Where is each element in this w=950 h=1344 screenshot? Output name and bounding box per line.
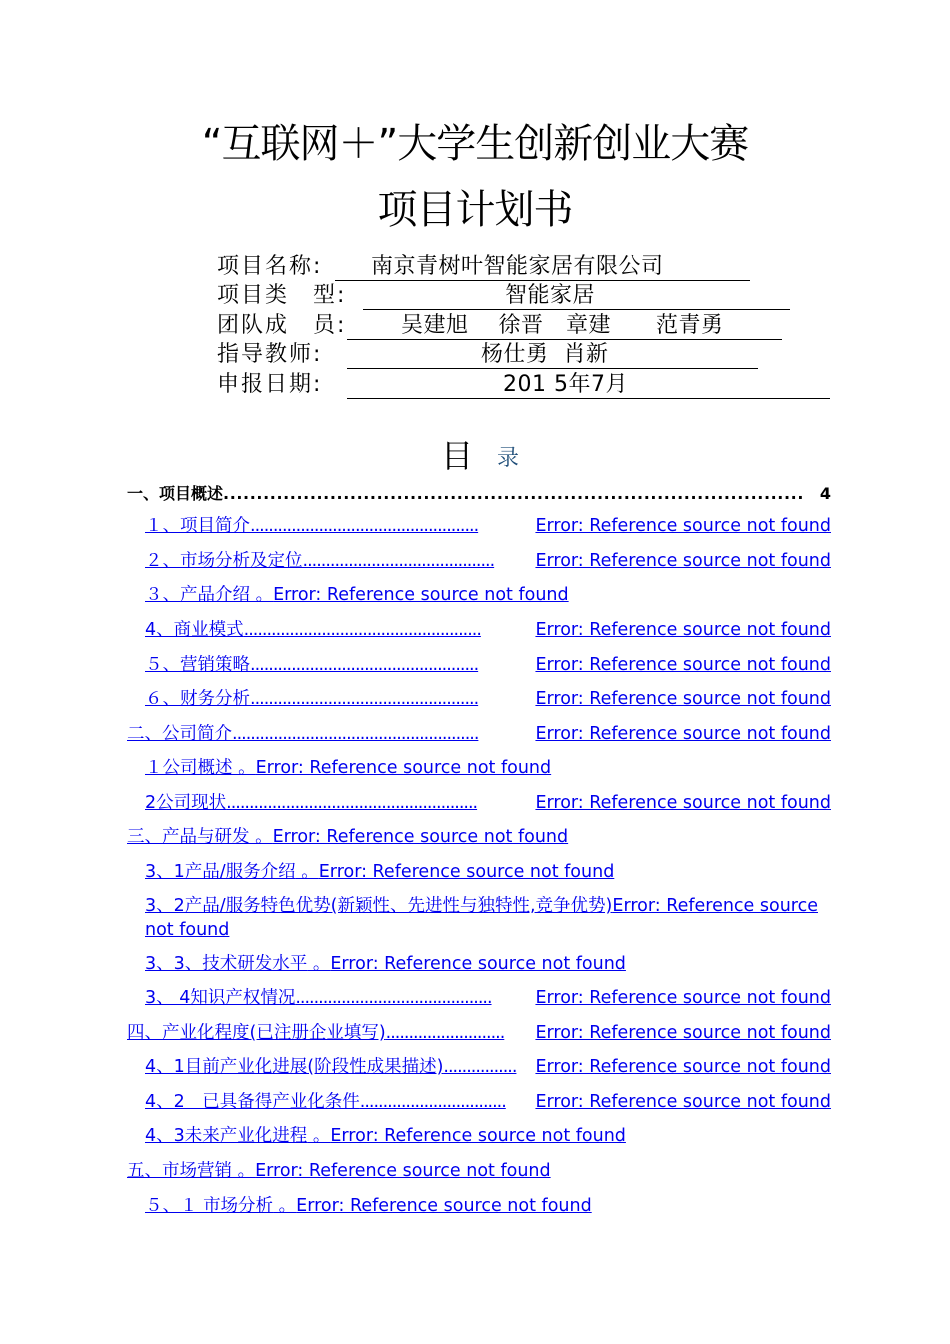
toc-entry-text: 二、公司简介 [127,724,232,744]
toc-entry-1-2[interactable]: ２、市场分析及定位.......................................... Error: Reference source not found [145,551,831,571]
toc-page-number: 4 [819,484,831,503]
toc-entry-text: 3、1产品/服务介绍 [145,862,296,882]
toc-error-text: Error: Reference source not found [255,1161,551,1181]
toc-entry-text: 4、1目前产业化进展(阶段性成果描述) [145,1057,444,1077]
toc-entry-text: 五、市场营销 [127,1161,232,1181]
project-type-value: 智能家居 [363,282,790,310]
toc-entry-text: ２、市场分析及定位 [145,551,303,571]
toc-error-text: Error: Reference source not found [535,988,831,1008]
toc-entry-3[interactable]: 三、产品与研发 。Error: Reference source not found [127,827,569,847]
toc-entry-text: 一、项目概述 [127,484,224,503]
toc-entry-text: ３、产品介绍 [145,585,250,605]
toc-heading-mu: 目 [441,437,474,475]
toc-entry-1-4[interactable]: 4、商业模式.................................................... Error: Reference source not found [145,620,831,640]
toc-error-text: Error: Reference source not found [535,516,831,536]
teacher-label: 指导教师: [217,342,323,367]
info-row-project-name [217,253,664,281]
project-name-label: 项目名称: [217,254,323,279]
toc-entry-text: １、项目简介 [145,516,250,536]
toc-heading [441,436,519,476]
project-type-label: 项目类 型: [217,283,347,308]
toc-error-text: Error: Reference source not found [296,1196,592,1216]
toc-entry-text: 四、产业化程度(已注册企业填写) [127,1023,386,1043]
toc-entry-3-1[interactable]: 3、1产品/服务介绍 。Error: Reference source not found [145,862,615,882]
toc-error-text: Error: Reference source not found [273,585,569,605]
toc-error-text: Error: Reference source not found [535,620,831,640]
toc-error-text: Error: Reference source not found [330,1126,626,1146]
toc-entry-2[interactable]: 二、公司简介...................................................... Error: Reference source not found [127,724,831,744]
toc-entry-1-1[interactable]: １、项目简介.................................................. Error: Reference source not found [145,516,831,536]
toc-error-text: Error: Reference source not found [330,954,626,974]
toc-entry-5[interactable]: 五、市场营销 。Error: Reference source not found [127,1161,551,1181]
toc-error-text: Error: Reference source not found [535,655,831,675]
toc-entry-1-6[interactable]: ６、财务分析.................................................. Error: Reference source not found [145,689,831,709]
toc-entry-text: 三、产品与研发 [127,827,250,847]
toc-error-text: Error: Reference source not found [535,724,831,744]
toc-entry-text: 4、商业模式 [145,620,244,640]
info-row-team [217,312,724,340]
toc-error-text: Error: Reference source not found [535,1023,831,1043]
toc-entry-3-3[interactable]: 3、3、技术研发水平 。Error: Reference source not found [145,954,626,974]
toc-error-text: Error: Reference source not found [318,862,615,882]
toc-entry-text: 3、3、技术研发水平 [145,954,308,974]
toc-error-text: Error: Reference source not found [255,758,552,778]
date-label: 申报日期: [217,372,323,397]
toc-entry-text: 4、3未来产业化进程 [145,1126,308,1146]
document-title: “互联网＋”大学生创新创业大赛 [201,121,749,167]
toc-entry-text: 2公司现状 [145,793,227,813]
toc-entry-text: 4、2 已具备得产业化条件 [145,1092,360,1112]
project-name-value: 南京青树叶智能家居有限公司 [335,253,750,281]
date-value: 201 5年7月 [347,371,830,399]
toc-entry-3-2[interactable] [145,895,831,917]
toc-error-text-part2: not found [145,920,230,940]
toc-entry-4-2[interactable]: 4、2 已具备得产业化条件................................ Error: Reference source not found [145,1092,831,1112]
toc-error-text: Error: Reference source not found [535,1092,831,1112]
document-subtitle: 项目计划书 [377,187,573,233]
toc-error-text: Error: Reference source not found [535,551,831,571]
toc-heading-lu: 录 [497,446,520,471]
toc-entry-text: 3、2产品/服务特色优势(新颖性、先进性与独特性,竞争优势) [145,896,613,916]
toc-entry-1-3[interactable]: ３、产品介绍 。Error: Reference source not found [145,585,569,605]
toc-entry-text: ５、１ 市场分析 [145,1196,274,1216]
teacher-value: 杨仕勇 肖新 [347,341,758,369]
team-label: 团队成 员: [217,313,347,338]
toc-entry-3-2-continued[interactable] [145,919,229,941]
toc-entry-1-5[interactable]: ５、营销策略.................................................. Error: Reference source not found [145,655,831,675]
toc-entry-text: 3、 4知识产权情况 [145,988,296,1008]
info-row-project-type [217,282,596,310]
toc-error-text: Error: Reference source not found [272,827,569,847]
toc-entry-4-1[interactable]: 4、1目前产业化进展(阶段性成果描述)................ Error: Reference source not found [145,1057,831,1077]
toc-entry-1[interactable]: 一、项目概述....................................................................................... 4 [127,484,831,503]
toc-error-text: Error: Reference source not found [535,793,831,813]
toc-entry-text: ５、营销策略 [145,655,250,675]
info-row-teacher [217,341,609,369]
toc-error-text: Error: Reference source not found [535,689,831,709]
team-value: 吴建旭 徐晋 章建 范青勇 [347,312,782,340]
toc-entry-5-1[interactable]: ５、１ 市场分析 。Error: Reference source not found [145,1196,592,1216]
toc-entry-4[interactable]: 四、产业化程度(已注册企业填写).......................... Error: Reference source not found [127,1023,831,1043]
toc-error-text: Error: Reference source not found [535,1057,831,1077]
toc-entry-4-3[interactable]: 4、3未来产业化进程 。Error: Reference source not found [145,1126,626,1146]
toc-entry-2-2[interactable]: 2公司现状....................................................... Error: Reference source not found [145,793,831,813]
toc-entry-text: ６、财务分析 [145,689,250,709]
toc-entry-2-1[interactable]: １公司概述 。Error: Reference source not found [145,758,552,778]
info-row-date [217,371,628,399]
toc-error-text-part1: Error: Reference source [612,896,818,916]
toc-entry-text: １公司概述 [145,758,233,778]
toc-entry-3-4[interactable]: 3、 4知识产权情况........................................... Error: Reference source not found [145,988,831,1008]
